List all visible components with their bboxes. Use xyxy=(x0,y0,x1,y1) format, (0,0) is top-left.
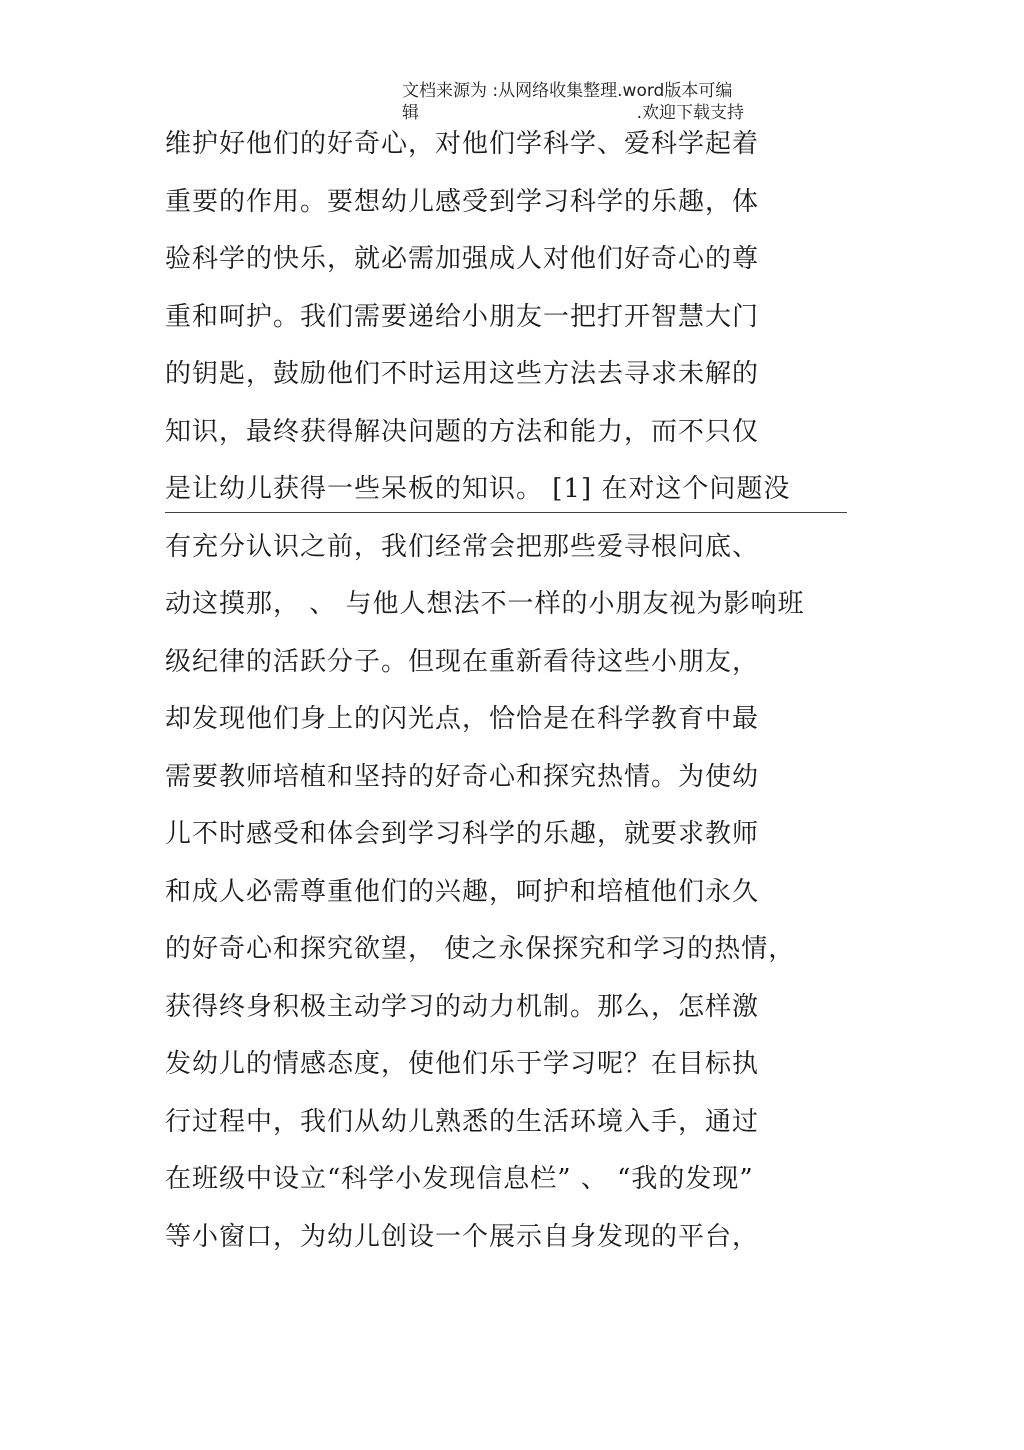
text-line: 却发现他们身上的闪光点，恰恰是在科学教育中最 xyxy=(165,704,760,734)
text-line: 发幼儿的情感态度，使他们乐于学习呢？在目标执 xyxy=(165,1049,760,1079)
text-line: 的好奇心和探究欲望， 使之永保探究和学习的热情， xyxy=(165,934,796,964)
document-body xyxy=(165,116,865,1266)
text-line: 的钥匙，鼓励他们不时运用这些方法去寻求未解的 xyxy=(165,359,760,389)
text-line: 有充分认识之前，我们经常会把那些爱寻根问底、 xyxy=(165,531,760,562)
text-line: 验科学的快乐，就必需加强成人对他们好奇心的尊 xyxy=(165,244,760,274)
text-line: 是让幼儿获得一些呆板的知识。 [1] 在对这个问题没 xyxy=(165,474,791,504)
text-line: 重要的作用。要想幼儿感受到学习科学的乐趣，体 xyxy=(165,186,760,217)
header-line-2-right: .欢迎下载支持 xyxy=(636,103,744,123)
text-line: 在班级中设立“科学小发现信息栏” 、 “我的发现” xyxy=(165,1164,754,1194)
text-line: 知识，最终获得解决问题的方法和能力，而不只仅 xyxy=(165,416,760,447)
text-line: 行过程中，我们从幼儿熟悉的生活环境入手，通过 xyxy=(165,1106,760,1137)
text-line: 级纪律的活跃分子。但现在重新看待这些小朋友， xyxy=(165,646,760,677)
text-line: 儿不时感受和体会到学习科学的乐趣，就要求教师 xyxy=(165,819,760,849)
text-line: 获得终身积极主动学习的动力机制。那么，怎样激 xyxy=(165,991,760,1022)
text-line: 和成人必需尊重他们的兴趣，呵护和培植他们永久 xyxy=(165,876,760,907)
header-line-2-left: 辑 xyxy=(402,103,419,123)
horizontal-rule xyxy=(165,512,847,513)
text-line: 维护好他们的好奇心，对他们学科学、爱科学起着 xyxy=(165,129,760,159)
text-line: 动这摸那， 、 与他人想法不一样的小朋友视为影响班 xyxy=(165,589,805,619)
text-line: 重和呵护。我们需要递给小朋友一把打开智慧大门 xyxy=(165,301,760,332)
text-line: 需要教师培植和坚持的好奇心和探究热情。为使幼 xyxy=(165,761,760,792)
text-line: 等小窗口，为幼儿创设一个展示自身发现的平台， xyxy=(165,1221,760,1252)
header-line-1: 文档来源为 :从网络收集整理.word版本可编 xyxy=(402,81,733,101)
